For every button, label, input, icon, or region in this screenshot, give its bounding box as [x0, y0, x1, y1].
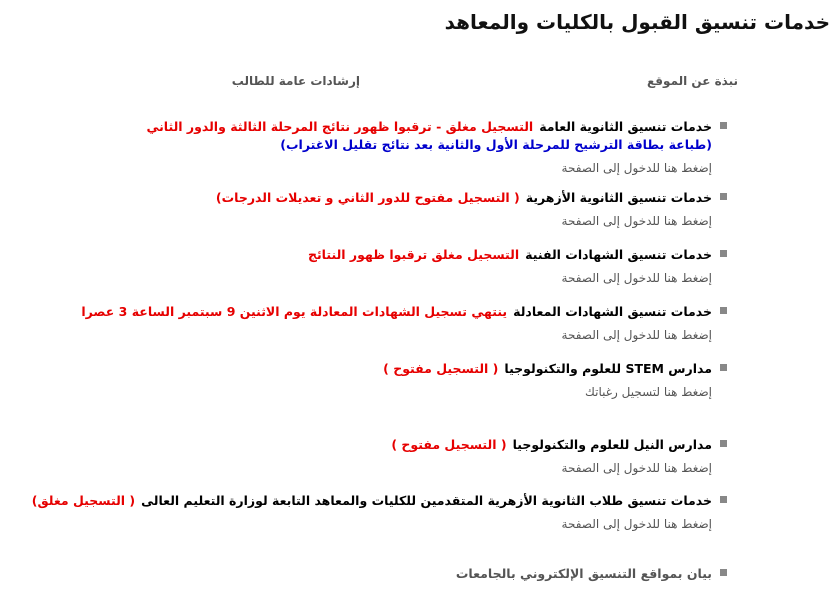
page-title: خدمات تنسيق القبول بالكليات والمعاهد — [444, 10, 830, 34]
service-general-secondary — [146, 118, 727, 177]
service-name: مدارس النيل للعلوم والتكنولوجيا — [512, 437, 712, 452]
service-link[interactable]: إضغط هنا للدخول إلى الصفحة — [561, 161, 712, 175]
service-link[interactable]: إضغط هنا للدخول إلى الصفحة — [561, 271, 712, 285]
service-name: خدمات تنسيق الثانوية الأزهرية — [525, 190, 712, 205]
service-link[interactable]: إضغط هنا للدخول إلى الصفحة — [561, 517, 712, 531]
service-status: ( التسجيل مفتوح ) — [391, 437, 507, 452]
service-link[interactable]: إضغط هنا للدخول إلى الصفحة — [561, 328, 712, 342]
service-technical — [308, 246, 727, 287]
service-stem — [383, 360, 727, 401]
service-status: ( التسجيل مفتوح للدور الثاني و تعديلات الدرجات) — [215, 190, 520, 205]
service-status: ( التسجيل مغلق) — [31, 493, 136, 508]
bullet-icon — [720, 307, 727, 314]
bullet-icon — [720, 496, 727, 503]
service-link[interactable]: إضغط هنا للدخول إلى الصفحة — [561, 461, 712, 475]
service-azhar-higher-ed — [32, 492, 727, 533]
nav-about-link[interactable]: نبذة عن الموقع — [646, 74, 738, 88]
footer-link-universities[interactable] — [456, 566, 727, 581]
service-status: ينتهي تسجيل الشهادات المعادلة يوم الاثنين 9 سبتمبر الساعة 3 عصرا — [81, 304, 508, 319]
service-equivalent — [81, 303, 727, 344]
nav-guidance-link[interactable]: إرشادات عامة للطالب — [231, 74, 360, 88]
service-link[interactable]: إضغط هنا للدخول إلى الصفحة — [561, 214, 712, 228]
bullet-icon — [720, 364, 727, 371]
service-status: التسجيل مغلق ترقبوا ظهور النتائج — [307, 247, 520, 262]
service-note: (طباعة بطاقة الترشيح للمرحلة الأول والثانية بعد نتائج تقليل الاغتراب) — [280, 137, 712, 152]
service-name: مدارس STEM للعلوم والتكنولوجيا — [504, 361, 712, 376]
bullet-icon — [720, 569, 727, 576]
bullet-icon — [720, 193, 727, 200]
service-name: خدمات تنسيق الثانوية العامة — [539, 119, 712, 134]
service-name: خدمات تنسيق الشهادات المعادلة — [513, 304, 712, 319]
service-azhar-secondary — [216, 189, 727, 230]
service-name: خدمات تنسيق الشهادات الفنية — [525, 247, 712, 262]
bullet-icon — [720, 122, 727, 129]
service-name: خدمات تنسيق طلاب الثانوية الأزهرية المتقدمين للكليات والمعاهد التابعة لوزارة التعليم العالى — [141, 493, 712, 508]
service-status: ( التسجيل مفتوح ) — [383, 361, 499, 376]
service-link[interactable]: إضغط هنا لتسجيل رغباتك — [585, 385, 712, 399]
service-nile — [391, 436, 727, 477]
bullet-icon — [720, 440, 727, 447]
footer-link-label: بيان بمواقع التنسيق الإلكتروني بالجامعات — [455, 566, 712, 581]
bullet-icon — [720, 250, 727, 257]
service-status: التسجيل مغلق - ترقبوا ظهور نتائج المرحلة الثالثة والدور الثاني — [146, 119, 534, 134]
